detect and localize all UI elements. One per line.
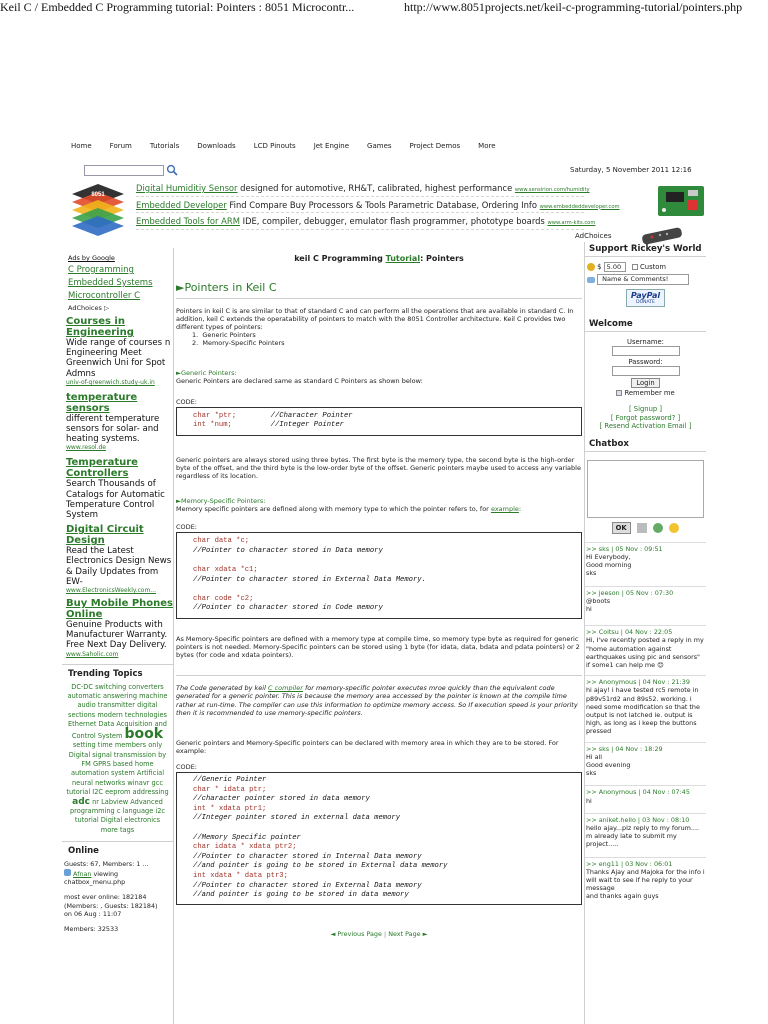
previous-page-link[interactable]: ◄ Previous Page (330, 929, 382, 938)
code-comment: //Memory Specific pointer (193, 833, 301, 842)
tag[interactable]: i2c (155, 806, 166, 815)
tag[interactable]: c language (116, 806, 154, 815)
code-line: int * xdata ptr1; (193, 804, 267, 813)
chat-message: Thanks Ajay and Majoka for the info i will wait to see if he reply to your message and thanks again guys (586, 867, 705, 901)
chat-meta[interactable]: >> eng11 | 03 Nov : 06:01 (586, 859, 673, 868)
chat-entry (585, 586, 706, 616)
most-ever-detail: (Members: , Guests: 182184) (64, 901, 158, 910)
right-sidebar (584, 242, 706, 1024)
left-ad[interactable] (62, 524, 173, 594)
online-viewing-text: viewing (91, 869, 119, 878)
tag[interactable]: book (124, 725, 164, 742)
nav-item-more[interactable]: More (478, 142, 496, 150)
left-ad-title[interactable]: temperature sensors (66, 391, 138, 414)
left-ad-url[interactable]: www.resol.de (66, 444, 106, 452)
chat-entry (585, 857, 706, 903)
left-ad-title[interactable]: Digital Circuit Design (66, 524, 144, 547)
code-comment: //and pointer is going to be stored in External data memory (193, 862, 448, 871)
chat-entry (585, 785, 706, 806)
intro-paragraph: Pointers in keil C is are similar to that of standard C and can perform all the operations that are available in standard C. In addition, keil C extends the operatability of pointers to match with the 8051 Controller architecture. Keil C provides two different types of pointers: (176, 307, 574, 332)
account-links (585, 405, 706, 431)
memory-specific-text-end: : (518, 505, 522, 514)
code-block[interactable] (176, 772, 582, 905)
user-avatar-icon (64, 869, 71, 876)
code-label: CODE: (176, 762, 197, 771)
tag[interactable]: GPRS based home (92, 759, 154, 768)
tag[interactable]: members only (114, 741, 163, 750)
c-compiler-link[interactable]: C compiler (267, 684, 303, 693)
name-comments-row (585, 272, 706, 285)
chatbox-title: Chatbox (585, 437, 706, 452)
donation-amount-input[interactable]: 5.00 (604, 262, 626, 272)
banner-ad[interactable] (136, 213, 596, 230)
pointer-types-list (176, 331, 582, 347)
chat-meta[interactable]: >> sks | 05 Nov : 09:51 (586, 544, 663, 553)
current-date: Saturday, 5 November 2011 12:16 (570, 166, 692, 174)
login-button[interactable]: Login (631, 378, 659, 388)
search-input[interactable] (84, 165, 164, 176)
code-comment: //Integer Pointer (270, 421, 344, 430)
most-ever-date: on 06 Aug : 11:07 (64, 910, 122, 919)
chat-message: Hi all Good evening sks (586, 752, 631, 778)
code-comment: //Pointer to character stored in Data memory (193, 546, 383, 555)
tag[interactable]: Digital signal transmission by (68, 750, 167, 759)
example-link[interactable]: example (490, 505, 519, 514)
online-user-link[interactable]: Afnan (73, 869, 92, 878)
code-comment: //Pointer to character stored in Internal Data memory (193, 852, 422, 861)
nav-item-lcd-pinouts[interactable]: LCD Pinouts (253, 142, 296, 150)
banner-ad-url[interactable]: www.embeddeddeveloper.com (539, 203, 620, 210)
code-line: char code *c2; (193, 594, 254, 603)
tag[interactable]: Labview Advanced (101, 797, 163, 806)
left-sidebar (62, 248, 174, 1024)
chat-meta[interactable]: >> Anonymous | 04 Nov : 21:39 (586, 678, 690, 687)
tag[interactable]: I2C eeprom addressing (92, 788, 169, 797)
print-page-title: Keil C / Embedded C Programming tutorial: Pointers : 8051 Microcontr... (0, 0, 355, 14)
ad-link[interactable]: C Programming (68, 265, 134, 275)
code-comment: //Generic Pointer (193, 776, 267, 784)
left-ad-title[interactable]: Temperature Controllers (66, 457, 138, 480)
section-title: ►Pointers in Keil C (176, 281, 582, 299)
more-tags-link[interactable]: more tags (100, 825, 135, 834)
tag[interactable]: tutorial (74, 816, 99, 825)
code-line: int xdata * data ptr3; (193, 871, 288, 880)
online-user-row (64, 869, 173, 879)
chat-meta[interactable]: >> aniket.hello | 03 Nov : 08:10 (586, 815, 690, 824)
tag[interactable]: Control System (71, 731, 123, 740)
main-content (176, 248, 582, 938)
code-line: char *ptr; (193, 411, 237, 420)
code-line: char * idata ptr; (193, 785, 267, 794)
paypal-logo: PayPal (630, 291, 661, 300)
chat-message-input[interactable] (587, 460, 704, 518)
chat-entry (585, 742, 706, 780)
pagination (176, 930, 582, 938)
banner-ad-title[interactable]: Embedded Developer (136, 199, 227, 210)
username-input[interactable] (612, 346, 680, 356)
chat-meta[interactable]: >> sks | 04 Nov : 18:29 (586, 744, 663, 753)
tag[interactable]: automation system (70, 769, 135, 778)
nav-item-tutorials[interactable]: Tutorials (149, 142, 180, 150)
tag[interactable]: neural networks (71, 778, 126, 787)
donate-label: DONATE (636, 300, 655, 305)
chat-controls (585, 522, 706, 534)
list-item: 2. Memory-Specific Pointers (192, 339, 285, 348)
chat-entry (585, 675, 706, 737)
banner-ad-text: IDE, compiler, debugger, emulator flash programmer, phototype boards (239, 216, 548, 226)
adchoices-label[interactable]: AdChoices (575, 232, 612, 240)
banner-ad-url[interactable]: www.sensirion.com/humidity (514, 187, 590, 193)
page-title-post: : Pointers (420, 254, 464, 263)
login-row (585, 379, 706, 387)
chat-message: hi (586, 796, 592, 805)
ad-link[interactable]: Embedded Systems (68, 278, 153, 288)
generic-pointers-heading: ►Generic Pointers: (176, 369, 237, 378)
tutorial-link[interactable]: Tutorial (385, 254, 421, 263)
tag-cloud (64, 683, 171, 836)
code-label: CODE: (176, 397, 197, 406)
username-row (585, 346, 706, 356)
tag[interactable]: modern technologies (97, 710, 167, 719)
nav-item-project-demos[interactable]: Project Demos (409, 142, 461, 150)
banner-ad[interactable] (136, 180, 590, 197)
resend-activation-link[interactable]: [ Resend Activation Email ] (599, 422, 692, 431)
tag[interactable]: audio transmitter (77, 701, 135, 710)
tag[interactable]: Artificial (136, 769, 165, 778)
tag[interactable]: automatic answering machine (67, 692, 168, 701)
left-ad-body: Wide range of courses n Engineering Meet Greenwich Uni for Spot Admns (66, 338, 171, 379)
chat-entry (585, 542, 706, 580)
banner-ads (136, 180, 620, 230)
most-ever-online: most ever online: 182184 (64, 892, 147, 901)
chat-meta[interactable]: >> Anonymous | 04 Nov : 07:45 (586, 788, 690, 797)
name-comments-input[interactable]: Name & Comments! (597, 274, 689, 285)
tag[interactable]: winavr gcc (127, 778, 163, 787)
compiler-note-post: for memory-specific pointer executes mroe quickly than the equivalent code generated for a generic pointer. This is because the memory area accessed by the pointer is known at the compile time rather at run-time. The compiler can use this information to optimize memory access. So If execution speed is your priority then it is recommended to use memory-specific pointers. (176, 684, 578, 717)
compiler-note (176, 675, 582, 716)
left-ad-title[interactable]: Buy Mobile Phones Online (66, 598, 174, 621)
left-ad-body: Search Thousands of Catalogs for Automatic Temperature Control System (66, 479, 165, 521)
ads-by-google-label[interactable]: Ads by Google (68, 254, 115, 262)
banner-ad-title[interactable]: Digital Humiditiy Sensor (136, 183, 238, 193)
nav-item-downloads[interactable]: Downloads (197, 142, 236, 150)
code-line: char data *c; (193, 537, 250, 546)
declare-area-text: Generic pointers and Memory-Specific pointers can be declared with memory area in which they are to be stored. For example: (176, 738, 559, 755)
adchoices-text[interactable]: AdChoices (68, 304, 102, 312)
support-title: Support Rickey's World (585, 242, 706, 257)
memory-specific-detail: As Memory-Specific pointers are defined with a memory type at compile time, so memory type byte as required for generic pointers is not needed. Memory-Specific pointers can be stored using 1 byte (for idata, data, bdata and pdata pointers) or 2 bytes (for code and xdata pointers). (176, 635, 580, 660)
left-ad[interactable] (62, 392, 173, 452)
left-ad-url[interactable]: univ-of-greenwich.study-uk.in (66, 378, 155, 386)
tag[interactable]: digital (137, 701, 158, 710)
tag[interactable]: nr (92, 797, 99, 806)
code-block[interactable] (176, 407, 582, 436)
chat-message: Hi Everybody, Good morning sks (586, 552, 632, 578)
custom-label: Custom (640, 263, 667, 271)
code-comment: //character pointer stored in data memory (193, 795, 370, 804)
page-title-pre: keil C Programming (294, 254, 386, 263)
code-comment: //Pointer to character stored in External Data Memory. (193, 575, 426, 584)
forgot-password-link[interactable]: [ Forgot password? ] (610, 413, 681, 422)
chat-message: hello ajay...plz reply to my forum.... m already late to submit my project..... (586, 824, 700, 849)
dev-board-image (652, 178, 710, 226)
generic-pointers-text: Generic Pointers are declared same as standard C Pointers as shown below: (176, 377, 423, 386)
banner-ad-url[interactable]: www.arm-kits.com (547, 220, 596, 226)
left-ad-url[interactable]: www.Saholic.com (66, 650, 119, 658)
currency-symbol: $ (597, 263, 602, 271)
generic-pointers-detail: Generic pointers are always stored using three bytes. The first byte is the memory type, the second byte is the high-order byte of the offset, and the third byte is the low-order byte of the offset. Generic pointers maybe used to access any variable regardless of its location. (176, 455, 581, 481)
chat-entry (585, 813, 706, 851)
banner-ad-title[interactable]: Embedded Tools for ARM (136, 216, 240, 226)
adchoices-icon[interactable]: ▷ (103, 304, 109, 312)
pager-separator: | (383, 929, 387, 938)
code-comment: //Pointer to character stored in Code memory (193, 604, 383, 613)
left-ad-body: Genuine Products with Manufacturer Warranty. Free Next Day Delivery. (66, 620, 168, 651)
remember-me-label: Remember me (624, 389, 675, 397)
next-page-link[interactable]: Next Page ► (388, 929, 428, 938)
chat-entry (585, 625, 706, 671)
chat-ok-button[interactable]: OK (612, 522, 631, 534)
code-comment: //Character Pointer (270, 411, 353, 420)
chat-meta[interactable]: >> jeeson | 05 Nov : 07:30 (586, 588, 674, 597)
left-ad[interactable] (62, 598, 173, 658)
online-guests: Guests: 67, Members: 1 ... (64, 860, 149, 869)
online-page: chatbox_menu.php (64, 878, 126, 887)
svg-text:8051: 8051 (91, 192, 105, 198)
left-ad[interactable] (62, 457, 173, 520)
tag[interactable]: FM (81, 759, 91, 768)
print-page-url: http://www.8051projects.net/keil-c-programming-tutorial/pointers.php (404, 0, 743, 14)
tag[interactable]: tutorial (66, 788, 91, 797)
password-label: Password: (628, 358, 663, 366)
members-count: Members: 32533 (64, 924, 119, 933)
chat-message: @boots hi (586, 596, 611, 613)
memory-specific-text (176, 505, 582, 513)
welcome-title: Welcome (585, 317, 706, 332)
chat-meta[interactable]: >> Coitsu | 04 Nov : 22:05 (586, 628, 673, 637)
chat-message: Hi, I've recently posted a reply in my "home automation against earthquakes using pic and sensors" if some1 can help me 😊 (586, 636, 704, 670)
tag[interactable]: Ethernet Data Acquisition and (68, 720, 167, 729)
compiler-note-pre: The Code generated by keil (176, 684, 268, 693)
code-line: int *num; (193, 421, 232, 430)
speech-bubble-icon (587, 277, 595, 283)
username-label: Username: (627, 338, 664, 346)
nav-item-jet-engine[interactable]: Jet Engine (313, 142, 350, 150)
custom-checkbox[interactable] (632, 264, 638, 270)
code-label: CODE: (176, 523, 197, 532)
tag[interactable]: sections (68, 710, 96, 719)
memory-specific-heading: ►Memory-Specific Pointers: (176, 497, 266, 506)
tag[interactable]: Digital electronics (100, 816, 161, 825)
code-line: char idata * xdata ptr2; (193, 843, 297, 852)
coins-icon (587, 263, 595, 271)
list-item: 1. Generic Pointers (192, 331, 256, 340)
code-comment: //Pointer to character stored in External Data memory (193, 881, 422, 890)
tag[interactable]: setting time (72, 741, 113, 750)
code-comment: //and pointer is going to be stored in data memory (193, 891, 409, 900)
banner-ad[interactable] (136, 197, 620, 214)
nav-item-home[interactable]: Home (71, 142, 92, 150)
password-input[interactable] (612, 366, 680, 376)
adchoices-label[interactable] (68, 304, 173, 312)
list-item-text: Generic Pointers (202, 331, 256, 340)
chat-message: hi ajay! i have tested rc5 remote in p89v51rd2 and 89s52. working. i need some modification so that the output is not latched ie. output is high, as long as i keep the buttons pressed (586, 686, 700, 736)
nav-item-games[interactable]: Games (367, 142, 392, 150)
chat-list (585, 542, 706, 903)
online-title: Online (62, 841, 173, 856)
smiley-icon[interactable] (669, 523, 679, 533)
left-ad-title[interactable]: Courses in Engineering (66, 316, 134, 338)
paypal-donate-button[interactable] (585, 289, 706, 307)
signup-link[interactable]: [ Signup ] (628, 405, 663, 413)
list-item-text: Memory-Specific Pointers (202, 339, 285, 348)
search-icon[interactable] (166, 164, 178, 176)
password-row (585, 366, 706, 376)
donation-row (585, 257, 706, 272)
left-ad[interactable] (62, 316, 173, 386)
ad-link[interactable]: Microcontroller C (68, 291, 141, 301)
banner-ad-text: designed for automotive, RH&T, calibrated, highest performance (237, 183, 515, 193)
left-ad-url[interactable]: www.ElectronicsWeekly.com... (66, 587, 157, 595)
code-line: char xdata *c1; (193, 566, 258, 575)
tag[interactable]: programming (69, 806, 115, 815)
remember-me-checkbox[interactable] (616, 390, 622, 396)
tag[interactable]: adc (72, 796, 90, 807)
tag[interactable]: DC-DC switching converters (71, 682, 164, 691)
trash-icon[interactable] (637, 523, 647, 533)
refresh-icon[interactable] (653, 523, 663, 533)
trending-topics-title: Trending Topics (62, 664, 173, 679)
code-block[interactable] (176, 532, 582, 619)
code-comment: //Integer pointer stored in external data memory (193, 814, 401, 823)
page-title (176, 254, 582, 263)
left-ad-body: Read the Latest Electronics Design News & Daily Updates from EW- (66, 546, 172, 587)
memory-specific-text-body: Memory specific pointers are defined along with memory type to which the pointer refers to, for (176, 505, 491, 514)
top-nav (62, 142, 582, 156)
banner-ad-text: Find Compare Buy Processors & Tools Parametric Database, Ordering Info (226, 199, 540, 210)
nav-item-forum[interactable]: Forum (109, 142, 132, 150)
chip-stack-logo (62, 180, 134, 242)
remember-me-row (585, 389, 706, 397)
left-ad-body: different temperature sensors for solar- and heating systems. (66, 413, 160, 445)
